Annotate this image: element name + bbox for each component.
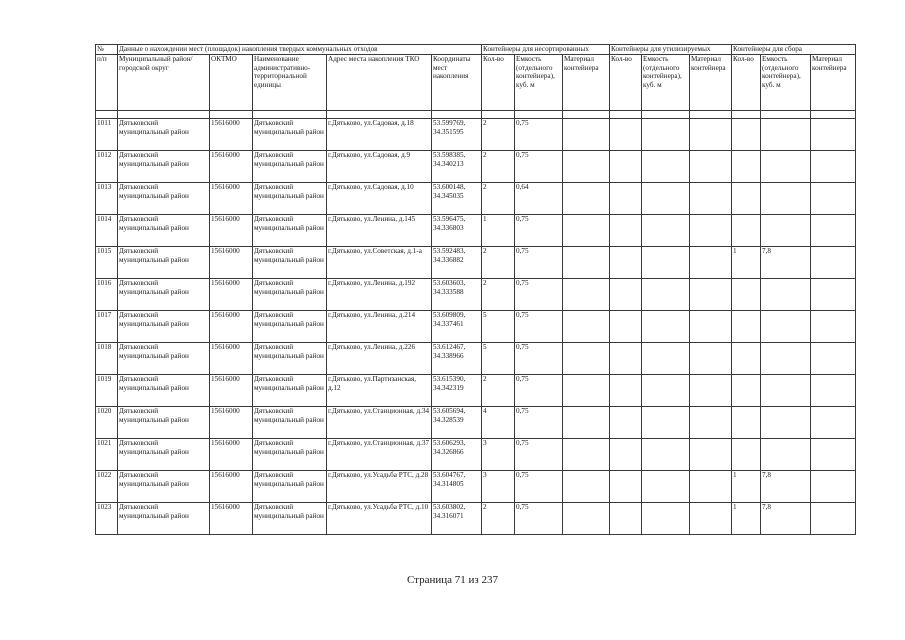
- header-unsorted-material: Материал контейнера: [563, 55, 610, 111]
- row-recycled-capacity: [642, 247, 690, 279]
- table-row: [96, 375, 856, 407]
- table-row: [96, 311, 856, 343]
- header-recycled-count: Кол-во: [610, 55, 642, 111]
- table-row: [96, 215, 856, 247]
- spacer-cell: [811, 111, 856, 119]
- row-unsorted-count: 5: [482, 343, 515, 375]
- row-address: г.Дятьково, ул.Партизанская, д.12: [327, 375, 432, 407]
- row-oktmo: 15616000: [210, 119, 253, 151]
- row-recycled-count: [610, 311, 642, 343]
- row-unsorted-count: 2: [482, 183, 515, 215]
- row-number: 1014: [96, 215, 118, 247]
- row-recycled-material: [690, 471, 732, 503]
- row-number: 1012: [96, 151, 118, 183]
- row-collection-material: [811, 247, 856, 279]
- row-oktmo: 15616000: [210, 471, 253, 503]
- row-address: г.Дятьково, ул.Станционная, д.34: [327, 407, 432, 439]
- row-recycled-count: [610, 247, 642, 279]
- row-collection-count: [732, 151, 761, 183]
- spacer-cell: [610, 111, 642, 119]
- row-collection-count: 1: [732, 471, 761, 503]
- row-collection-material: [811, 407, 856, 439]
- row-unsorted-capacity: 0,75: [515, 151, 563, 183]
- spacer-cell: [96, 111, 118, 119]
- table-row: [96, 183, 856, 215]
- row-recycled-capacity: [642, 151, 690, 183]
- row-oktmo: 15616000: [210, 311, 253, 343]
- table-row: [96, 407, 856, 439]
- row-unsorted-count: 2: [482, 119, 515, 151]
- header-collection-capacity: Емкость (отдельного контейнера), куб. м: [761, 55, 811, 111]
- row-recycled-capacity: [642, 343, 690, 375]
- row-address: г.Дятьково, ул.Усадьба РТС, д.10: [327, 503, 432, 535]
- row-coordinates: 53.605694, 34.328539: [432, 407, 482, 439]
- row-oktmo: 15616000: [210, 279, 253, 311]
- row-number: 1015: [96, 247, 118, 279]
- row-oktmo: 15616000: [210, 151, 253, 183]
- row-unsorted-capacity: 0,64: [515, 183, 563, 215]
- row-collection-material: [811, 119, 856, 151]
- row-number: 1016: [96, 279, 118, 311]
- row-collection-count: [732, 279, 761, 311]
- row-admin-unit: Дятьковский муниципальный район: [253, 215, 327, 247]
- row-unsorted-count: 3: [482, 471, 515, 503]
- row-recycled-material: [690, 215, 732, 247]
- header-recycled-material: Материал контейнера: [690, 55, 732, 111]
- table-row: [96, 279, 856, 311]
- row-coordinates: 53.609809, 34.337461: [432, 311, 482, 343]
- row-admin-unit: Дятьковский муниципальный район: [253, 407, 327, 439]
- row-unsorted-capacity: 0,75: [515, 439, 563, 471]
- row-unsorted-material: [563, 439, 610, 471]
- row-collection-count: [732, 375, 761, 407]
- header-oktmo: ОКТМО: [210, 55, 253, 111]
- row-unsorted-count: 2: [482, 375, 515, 407]
- row-unsorted-capacity: 0,75: [515, 503, 563, 535]
- row-unsorted-capacity: 0,75: [515, 407, 563, 439]
- row-unsorted-material: [563, 247, 610, 279]
- spacer-cell: [761, 111, 811, 119]
- row-oktmo: 15616000: [210, 343, 253, 375]
- row-recycled-capacity: [642, 279, 690, 311]
- row-coordinates: 53.615390, 34.342319: [432, 375, 482, 407]
- row-number: 1017: [96, 311, 118, 343]
- row-collection-capacity: [761, 151, 811, 183]
- row-collection-capacity: 7,8: [761, 471, 811, 503]
- row-oktmo: 15616000: [210, 215, 253, 247]
- row-address: г.Дятьково, ул.Ленина, д.226: [327, 343, 432, 375]
- row-unsorted-material: [563, 311, 610, 343]
- row-district: Дятьковский муниципальный район: [118, 407, 210, 439]
- row-recycled-capacity: [642, 375, 690, 407]
- row-unsorted-count: 2: [482, 151, 515, 183]
- row-recycled-material: [690, 407, 732, 439]
- row-admin-unit: Дятьковский муниципальный район: [253, 247, 327, 279]
- row-recycled-capacity: [642, 471, 690, 503]
- row-collection-material: [811, 343, 856, 375]
- row-collection-capacity: [761, 407, 811, 439]
- row-admin-unit: Дятьковский муниципальный район: [253, 183, 327, 215]
- row-collection-material: [811, 439, 856, 471]
- row-admin-unit: Дятьковский муниципальный район: [253, 343, 327, 375]
- row-address: г.Дятьково, ул.Садовая, д.18: [327, 119, 432, 151]
- spacer-cell: [690, 111, 732, 119]
- header-unsorted-group: Контейнеры для несортированных: [482, 45, 610, 55]
- row-collection-capacity: [761, 343, 811, 375]
- row-district: Дятьковский муниципальный район: [118, 279, 210, 311]
- row-recycled-count: [610, 183, 642, 215]
- row-collection-capacity: [761, 279, 811, 311]
- row-oktmo: 15616000: [210, 503, 253, 535]
- spacer-cell: [432, 111, 482, 119]
- row-recycled-material: [690, 151, 732, 183]
- row-number: 1021: [96, 439, 118, 471]
- row-district: Дятьковский муниципальный район: [118, 439, 210, 471]
- row-coordinates: 53.592483, 34.336882: [432, 247, 482, 279]
- row-unsorted-count: 2: [482, 247, 515, 279]
- row-unsorted-count: 2: [482, 279, 515, 311]
- row-oktmo: 15616000: [210, 439, 253, 471]
- row-unsorted-count: 3: [482, 439, 515, 471]
- row-coordinates: 53.599769, 34.351595: [432, 119, 482, 151]
- row-collection-count: [732, 343, 761, 375]
- row-address: г.Дятьково, ул.Ленина, д.214: [327, 311, 432, 343]
- row-number: 1020: [96, 407, 118, 439]
- row-collection-material: [811, 279, 856, 311]
- spacer-cell: [210, 111, 253, 119]
- header-recycled-capacity: Емкость (отдельного контейнера), куб. м: [642, 55, 690, 111]
- spacer-cell: [118, 111, 210, 119]
- row-address: г.Дятьково, ул.Усадьба РТС, д.28: [327, 471, 432, 503]
- row-admin-unit: Дятьковский муниципальный район: [253, 119, 327, 151]
- header-pp: п/п: [96, 55, 118, 111]
- row-recycled-count: [610, 215, 642, 247]
- row-recycled-count: [610, 151, 642, 183]
- row-unsorted-capacity: 0,75: [515, 215, 563, 247]
- row-coordinates: 53.600148, 34.345035: [432, 183, 482, 215]
- row-district: Дятьковский муниципальный район: [118, 247, 210, 279]
- row-recycled-count: [610, 343, 642, 375]
- row-collection-capacity: [761, 215, 811, 247]
- row-collection-material: [811, 151, 856, 183]
- row-coordinates: 53.598385, 34.340213: [432, 151, 482, 183]
- row-collection-capacity: [761, 311, 811, 343]
- row-recycled-material: [690, 279, 732, 311]
- row-number: 1013: [96, 183, 118, 215]
- row-admin-unit: Дятьковский муниципальный район: [253, 439, 327, 471]
- table-spacer-row: [96, 111, 856, 119]
- row-recycled-capacity: [642, 407, 690, 439]
- row-collection-count: [732, 439, 761, 471]
- table-column-header-row: [96, 55, 856, 111]
- row-recycled-count: [610, 439, 642, 471]
- row-recycled-material: [690, 503, 732, 535]
- row-collection-count: 1: [732, 503, 761, 535]
- row-recycled-capacity: [642, 503, 690, 535]
- table-row: [96, 119, 856, 151]
- row-number: 1019: [96, 375, 118, 407]
- row-unsorted-capacity: 0,75: [515, 311, 563, 343]
- row-recycled-material: [690, 375, 732, 407]
- row-recycled-capacity: [642, 183, 690, 215]
- row-oktmo: 15616000: [210, 407, 253, 439]
- row-address: г.Дятьково, ул.Советская, д.1-а: [327, 247, 432, 279]
- header-coords: Координаты мест накопления: [432, 55, 482, 111]
- row-unsorted-capacity: 0,75: [515, 471, 563, 503]
- header-location-group: Данные о нахождении мест (площадок) накопления твердых коммунальных отходов: [118, 45, 482, 55]
- header-district: Муниципальный район/городской округ: [118, 55, 210, 111]
- row-collection-material: [811, 183, 856, 215]
- table-row: [96, 439, 856, 471]
- row-unsorted-material: [563, 119, 610, 151]
- row-coordinates: 53.612467, 34.338966: [432, 343, 482, 375]
- row-recycled-count: [610, 471, 642, 503]
- row-oktmo: 15616000: [210, 375, 253, 407]
- table-row: [96, 247, 856, 279]
- row-collection-capacity: [761, 119, 811, 151]
- row-district: Дятьковский муниципальный район: [118, 151, 210, 183]
- row-collection-capacity: 7,8: [761, 247, 811, 279]
- row-recycled-capacity: [642, 119, 690, 151]
- row-recycled-capacity: [642, 215, 690, 247]
- row-admin-unit: Дятьковский муниципальный район: [253, 279, 327, 311]
- row-unsorted-capacity: 0,75: [515, 279, 563, 311]
- row-district: Дятьковский муниципальный район: [118, 183, 210, 215]
- table-group-header-row: [96, 45, 856, 55]
- row-district: Дятьковский муниципальный район: [118, 215, 210, 247]
- spacer-cell: [253, 111, 327, 119]
- row-address: г.Дятьково, ул.Ленина, д.192: [327, 279, 432, 311]
- table-row: [96, 151, 856, 183]
- row-oktmo: 15616000: [210, 247, 253, 279]
- row-unsorted-count: 4: [482, 407, 515, 439]
- row-number: 1018: [96, 343, 118, 375]
- row-recycled-capacity: [642, 311, 690, 343]
- row-recycled-material: [690, 119, 732, 151]
- row-recycled-material: [690, 247, 732, 279]
- row-number: 1011: [96, 119, 118, 151]
- row-recycled-capacity: [642, 439, 690, 471]
- row-recycled-count: [610, 375, 642, 407]
- row-recycled-material: [690, 311, 732, 343]
- row-unsorted-material: [563, 215, 610, 247]
- row-collection-capacity: [761, 439, 811, 471]
- row-collection-count: 1: [732, 247, 761, 279]
- row-address: г.Дятьково, ул.Садовая, д.10: [327, 183, 432, 215]
- row-coordinates: 53.596475, 34.336803: [432, 215, 482, 247]
- row-unsorted-material: [563, 407, 610, 439]
- spacer-cell: [642, 111, 690, 119]
- row-admin-unit: Дятьковский муниципальный район: [253, 375, 327, 407]
- row-oktmo: 15616000: [210, 183, 253, 215]
- row-recycled-material: [690, 183, 732, 215]
- header-admin-unit: Наименование административно-территориальной единицы: [253, 55, 327, 111]
- row-unsorted-capacity: 0,75: [515, 247, 563, 279]
- row-district: Дятьковский муниципальный район: [118, 119, 210, 151]
- row-recycled-count: [610, 503, 642, 535]
- row-unsorted-material: [563, 471, 610, 503]
- row-collection-material: [811, 375, 856, 407]
- header-num: №: [96, 45, 118, 55]
- row-collection-count: [732, 311, 761, 343]
- row-recycled-count: [610, 279, 642, 311]
- spacer-cell: [515, 111, 563, 119]
- row-unsorted-material: [563, 343, 610, 375]
- header-unsorted-count: Кол-во: [482, 55, 515, 111]
- row-admin-unit: Дятьковский муниципальный район: [253, 151, 327, 183]
- row-unsorted-capacity: 0,75: [515, 375, 563, 407]
- row-coordinates: 53.604767, 34.314805: [432, 471, 482, 503]
- row-district: Дятьковский муниципальный район: [118, 503, 210, 535]
- row-district: Дятьковский муниципальный район: [118, 471, 210, 503]
- header-recycled-group: Контейнеры для утилизируемых: [610, 45, 732, 55]
- row-unsorted-count: 5: [482, 311, 515, 343]
- row-number: 1022: [96, 471, 118, 503]
- table-row: [96, 503, 856, 535]
- spacer-cell: [327, 111, 432, 119]
- row-unsorted-material: [563, 279, 610, 311]
- row-collection-capacity: [761, 183, 811, 215]
- row-admin-unit: Дятьковский муниципальный район: [253, 471, 327, 503]
- row-collection-count: [732, 407, 761, 439]
- row-number: 1023: [96, 503, 118, 535]
- row-collection-capacity: [761, 375, 811, 407]
- row-collection-count: [732, 183, 761, 215]
- row-collection-material: [811, 471, 856, 503]
- row-coordinates: 53.603603, 34.333588: [432, 279, 482, 311]
- row-collection-material: [811, 311, 856, 343]
- header-collection-material: Материал контейнера: [811, 55, 856, 111]
- row-district: Дятьковский муниципальный район: [118, 343, 210, 375]
- row-unsorted-material: [563, 151, 610, 183]
- header-collection-count: Кол-во: [732, 55, 761, 111]
- row-recycled-count: [610, 407, 642, 439]
- row-address: г.Дятьково, ул.Садовая, д.9: [327, 151, 432, 183]
- row-unsorted-capacity: 0,75: [515, 119, 563, 151]
- row-unsorted-material: [563, 375, 610, 407]
- row-recycled-material: [690, 343, 732, 375]
- row-unsorted-material: [563, 503, 610, 535]
- header-unsorted-capacity: Емкость (отдельного контейнера), куб. м: [515, 55, 563, 111]
- table-row: [96, 343, 856, 375]
- waste-sites-table: [95, 44, 856, 535]
- row-unsorted-capacity: 0,75: [515, 343, 563, 375]
- row-address: г.Дятьково, ул.Станционная, д.37: [327, 439, 432, 471]
- row-collection-count: [732, 215, 761, 247]
- table-row: [96, 471, 856, 503]
- row-unsorted-material: [563, 183, 610, 215]
- row-collection-material: [811, 503, 856, 535]
- row-unsorted-count: 2: [482, 503, 515, 535]
- row-coordinates: 53.603802, 34.316071: [432, 503, 482, 535]
- header-collection-group: Контейнеры для сбора: [732, 45, 856, 55]
- row-district: Дятьковский муниципальный район: [118, 375, 210, 407]
- row-collection-capacity: 7,8: [761, 503, 811, 535]
- row-collection-material: [811, 215, 856, 247]
- page-number: Страница 71 из 237: [406, 574, 499, 586]
- row-collection-count: [732, 119, 761, 151]
- row-coordinates: 53.606293, 34.326866: [432, 439, 482, 471]
- row-recycled-count: [610, 119, 642, 151]
- row-recycled-material: [690, 439, 732, 471]
- header-address: Адрес места накопления ТКО: [327, 55, 432, 111]
- row-admin-unit: Дятьковский муниципальный район: [253, 311, 327, 343]
- row-district: Дятьковский муниципальный район: [118, 311, 210, 343]
- row-unsorted-count: 1: [482, 215, 515, 247]
- spacer-cell: [482, 111, 515, 119]
- row-admin-unit: Дятьковский муниципальный район: [253, 503, 327, 535]
- spacer-cell: [732, 111, 761, 119]
- spacer-cell: [563, 111, 610, 119]
- row-address: г.Дятьково, ул.Ленина, д.145: [327, 215, 432, 247]
